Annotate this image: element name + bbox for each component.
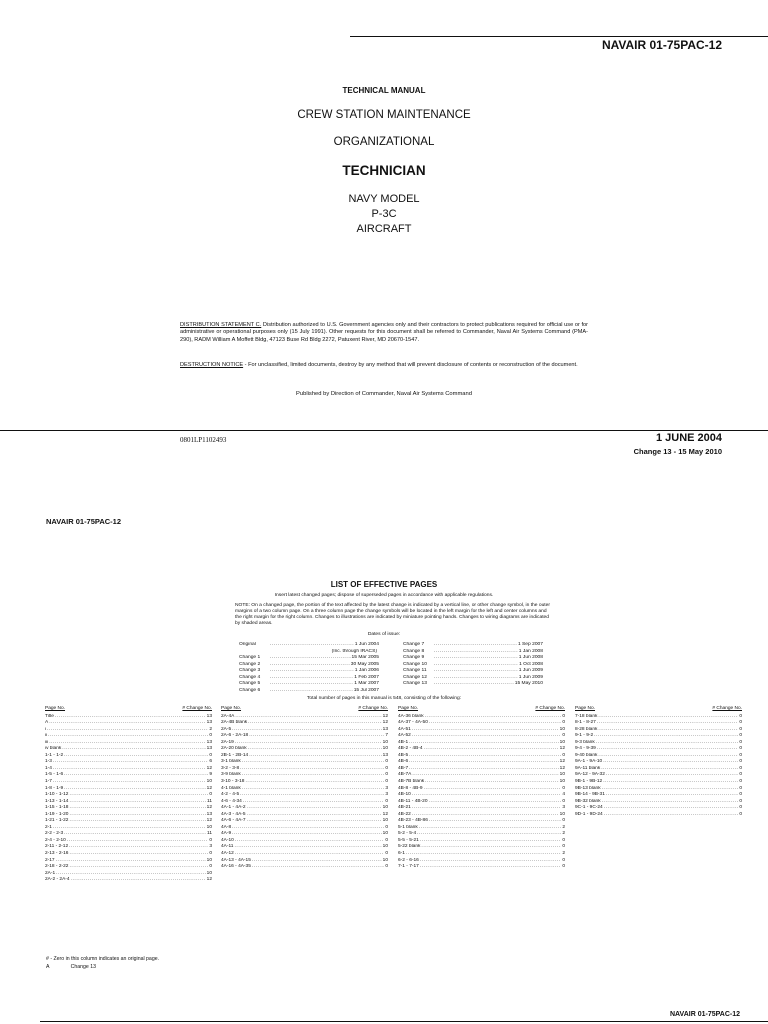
change-number: 0 (562, 713, 565, 719)
page-number: 4B-7A (398, 772, 412, 778)
change-number: 10 (559, 779, 565, 785)
page-number: 4B-10 (398, 792, 411, 798)
page-number: 4A-51 (398, 726, 411, 732)
change-number: 3 (385, 785, 388, 791)
page-number: 2A-20 blank (221, 746, 247, 752)
issue-label: Change 9 (403, 655, 425, 660)
page-no-header: Page No. (221, 706, 242, 711)
issue-value: 1 Jun 2008 (518, 655, 543, 660)
page-number: 9B-14 - 9B-31 (575, 792, 605, 798)
title-line-2: ORGANIZATIONAL (333, 136, 435, 148)
change-number: 10 (382, 844, 388, 850)
page-number: 7-1 - 7-17 (398, 864, 419, 870)
issue-value: 1 Jan 2008 (518, 648, 543, 654)
issue-label: Change 4 (239, 674, 261, 680)
change-number: 0 (562, 864, 565, 870)
dates-left-list (239, 642, 379, 694)
issue-label: Change 7 (403, 642, 425, 647)
page-number: 4A-52 (398, 733, 411, 739)
page-number: 4A-16 - 4A-35 (221, 864, 251, 870)
change-number: 3 (562, 805, 565, 811)
change-number: 0 (562, 857, 565, 863)
page-number: 3-9 blank (221, 772, 241, 778)
lep-row (45, 877, 212, 884)
page-number: 4B-6 (398, 759, 409, 765)
change-number: 0 (385, 759, 388, 765)
lep-column-3 (398, 706, 565, 871)
lep-column-header (398, 706, 565, 713)
change-number: 0 (739, 752, 742, 758)
page-number: 1-7 (45, 779, 52, 785)
page-number: 9B-1 - 9B-12 (575, 779, 603, 785)
change-number: 10 (559, 772, 565, 778)
page2-footer-doc-number: NAVAIR 01-75PAC-12 (669, 1011, 740, 1018)
page-number: 4A-37 - 4A-50 (398, 720, 428, 726)
page-number: 2-2 - 2-3 (45, 831, 64, 837)
change-number: 10 (206, 779, 212, 785)
page-number: 4A-13 - 4A-15 (221, 857, 251, 863)
technical-manual-label: TECHNICAL MANUAL (342, 86, 426, 95)
lep-row (221, 864, 388, 871)
distribution-text: Distribution authorized to U.S. Government agencies only and their contractors to protect publications required for official use or for administrative or operational purposes only (15 July 1991). Other requests for this document shall be referred to Commander, Naval Air Systems Command (PMA-290), RADM William A Moffett Bldg, 47123 Buse Rd Bldg 2272, Patuxent River, MD 20670-1547. (180, 322, 588, 343)
destruction-notice (180, 362, 588, 369)
issue-value: 1 Jan 2006 (354, 668, 379, 673)
leader-dots (434, 681, 514, 688)
page-number: 2-13 - 2-16 (45, 851, 69, 857)
change-number: 12 (206, 785, 212, 791)
leader-dots (604, 812, 739, 819)
title-line-1: CREW STATION MAINTENANCE (297, 109, 471, 121)
change-number: 0 (739, 798, 742, 804)
change-number: 0 (739, 746, 742, 752)
change-number: 0 (739, 805, 742, 811)
change-number: 2 (209, 726, 212, 732)
issue-value: 1 Jun 2009 (518, 674, 543, 680)
change-number: 10 (206, 824, 212, 830)
page-number: 4A-36 blank (398, 713, 424, 719)
page-number: iii (45, 739, 49, 745)
page-number: 4-6 - 4-34 (221, 798, 242, 804)
page-number: 2-18 - 2-22 (45, 864, 69, 870)
page-number: 4B-5 (398, 752, 409, 758)
page-no-header: Page No. (45, 706, 66, 711)
issue-value: 15 Mar 2005 (351, 655, 379, 660)
change-number: 0 (209, 864, 212, 870)
page-number: 4B-22 (398, 811, 411, 817)
page-number: A (45, 720, 49, 726)
change-number: 0 (562, 733, 565, 739)
change-number: 12 (206, 765, 212, 771)
change-number: 10 (559, 739, 565, 745)
change-number: 10 (559, 726, 565, 732)
page-number: 4A-10 (221, 837, 234, 843)
change-number: 12 (382, 713, 388, 719)
footnote-change (46, 964, 96, 970)
page-number: 5-2 - 5-4 (398, 831, 417, 837)
distribution-label: DISTRIBUTION STATEMENT C. (180, 322, 262, 328)
published-by: Published by Direction of Commander, Naval Air Systems Command (296, 391, 472, 397)
change-number: 12 (559, 759, 565, 765)
lep-column-header (575, 706, 742, 713)
change-number: 0 (209, 752, 212, 758)
change-number: 6 (209, 759, 212, 765)
change-number: 0 (739, 713, 742, 719)
page-number: 9A-11 blank (575, 765, 601, 771)
change-number: 9 (209, 772, 212, 778)
change-number: 10 (206, 857, 212, 863)
issue-value: 15 Jul 2007 (353, 687, 379, 693)
change-number: 12 (206, 877, 212, 883)
page-number: 1-5 - 1-6 (45, 772, 64, 778)
issue-label: Change 8 (403, 648, 425, 654)
change-number: 12 (382, 811, 388, 817)
issue-value: 1 Mar 2007 (354, 681, 379, 686)
change-number: 0 (562, 844, 565, 850)
issue-value: 30 May 2005 (350, 661, 379, 667)
page-number: 4A-3 - 4A-5 (221, 811, 246, 817)
change-number: 4 (562, 792, 565, 798)
change-number: 10 (206, 870, 212, 876)
page1-footer-rule (0, 430, 768, 431)
change-number: 0 (562, 798, 565, 804)
change-number: 0 (562, 818, 565, 824)
change-no-header: # Change No. (182, 706, 212, 711)
page-number: 6-2 - 6-16 (398, 857, 419, 863)
change-number: 0 (385, 824, 388, 830)
change-number: 12 (559, 746, 565, 752)
page-number: ii (45, 733, 48, 739)
page-number: 1-8 - 1-9 (45, 785, 64, 791)
page-number: 4A-11 (221, 844, 234, 850)
page-number: 1-15 - 1-18 (45, 805, 69, 811)
page-number: 1-10 - 1-12 (45, 792, 69, 798)
page-number: 4B-1 (398, 739, 409, 745)
change-number: 10 (559, 811, 565, 817)
page-number: 4A-12 (221, 851, 234, 857)
issue-label: Change 2 (239, 661, 261, 667)
change-number: 2 (562, 851, 565, 857)
document-code: 0801LP1102493 (180, 436, 227, 444)
change-number: 2 (562, 824, 565, 830)
page-number: 5-1 blank (398, 824, 418, 830)
page-number: 4-1 blank (221, 785, 241, 791)
issue-date-row (403, 681, 543, 688)
issue-value: 1 Jun 2004 (354, 642, 379, 647)
page-number: 4B-7B blank (398, 779, 425, 785)
change-number: 10 (382, 831, 388, 837)
lep-column-header (221, 706, 388, 713)
leader-dots (420, 864, 562, 871)
total-pages-note: Total number of pages in this manual is 548, consisting of the following: (306, 696, 462, 701)
issue-label: Change 1 (239, 655, 261, 660)
page-number: Title (45, 713, 54, 719)
issue-value: 1 Jun 2009 (518, 668, 543, 673)
change-number: 0 (739, 772, 742, 778)
page-number: 2A-4A (221, 713, 235, 719)
lep-column-header (45, 706, 212, 713)
distribution-statement (180, 322, 588, 344)
page-number: 5-5 - 5-21 (398, 837, 419, 843)
destruction-text: - For unclassified, limited documents, destroy by any method that will prevent disclosure of contents or reconstruction of the document. (244, 362, 578, 368)
page-number: i (45, 726, 47, 732)
change-number: 0 (562, 720, 565, 726)
page-number: 1-3 (45, 759, 52, 765)
page-number: 5-22 blank (398, 844, 421, 850)
leader-dots (252, 864, 384, 871)
page-number: 2A-5 (221, 726, 232, 732)
issue-label: Change 13 (403, 681, 427, 686)
lep-row (575, 812, 742, 819)
change-number: 12 (559, 765, 565, 771)
leader-dots (71, 877, 206, 884)
issue-label: Change 6 (239, 687, 261, 693)
page-number: 3-10 - 3-18 (221, 779, 245, 785)
change-number: 3 (209, 844, 212, 850)
issue-label: Change 11 (403, 668, 427, 673)
page-number: 4B-8 - 4B-9 (398, 785, 423, 791)
page-no-header: Page No. (575, 706, 596, 711)
change-number: 13 (206, 739, 212, 745)
change-number: 13 (206, 713, 212, 719)
page-number: 9-3 blank (575, 739, 595, 745)
page-number: 9B-32 blank (575, 798, 601, 804)
change-number: 0 (385, 851, 388, 857)
change-number: 13 (206, 720, 212, 726)
page-number: 2A-4B blank (221, 720, 248, 726)
change-number: 10 (382, 818, 388, 824)
issue-date-note: (Inc. through IRACS) (331, 648, 377, 654)
title-line-4: NAVY MODEL (348, 193, 420, 205)
change-number: 7 (385, 733, 388, 739)
page-number: 2-17 (45, 857, 55, 863)
issue-value: 1 Feb 2007 (354, 674, 379, 680)
issue-date-row (239, 688, 379, 695)
change-number: 0 (562, 752, 565, 758)
issue-date: 1 JUNE 2004 (655, 432, 722, 444)
page-number: 9-1 - 9-2 (575, 733, 594, 739)
change-number: 0 (739, 733, 742, 739)
page-number: 8-1 - 8-27 (575, 720, 596, 726)
change-number: 10 (382, 857, 388, 863)
change-number: 0 (385, 779, 388, 785)
change-number: 11 (207, 831, 212, 837)
lep-note: NOTE: On a changed page, the portion of the text affected by the latest change is indicated by a vertical line, or other change symbol, in the outer margins of a two column page. On a three column page the change symbols will be located in the left margin for the left and center columns and the right margin for the right column. Changes to illustrations are indicated by miniature pointing hands. Changes to wiring diagrams are indicated by shaded areas. (235, 603, 551, 626)
page-number: 9A-1 - 9A-10 (575, 759, 603, 765)
page-number: 2B-1 - 2B-14 (221, 752, 249, 758)
page-number: 2A-2 - 2A-4 (45, 877, 70, 883)
lep-column-2 (221, 706, 388, 871)
change-number: 0 (385, 798, 388, 804)
page-number: 2A-19 (221, 739, 234, 745)
page-number: 4-2 - 4-5 (221, 792, 240, 798)
change-number: 0 (209, 837, 212, 843)
change-number: 13 (206, 811, 212, 817)
page2-footer-rule (40, 1021, 768, 1022)
change-number: 0 (739, 811, 742, 817)
change-number: 0 (209, 733, 212, 739)
issue-value: 1 Oct 2008 (519, 661, 543, 667)
footnote-change-text: Change 13 (70, 964, 97, 970)
leader-dots (270, 688, 353, 695)
change-number: 11 (207, 798, 212, 804)
page-number: 9B-13 blank (575, 785, 601, 791)
change-number: 10 (382, 805, 388, 811)
page2-doc-number: NAVAIR 01-75PAC-12 (46, 517, 122, 526)
page-number: 4A-8 (221, 824, 232, 830)
doc-number: NAVAIR 01-75PAC-12 (601, 38, 722, 52)
change-number: 0 (739, 759, 742, 765)
change-number: 0 (739, 779, 742, 785)
page-number: 3-2 - 3-8 (221, 765, 240, 771)
page-number: 1-21 - 1-22 (45, 818, 69, 824)
title-line-5: P-3C (371, 208, 397, 220)
issue-label: Change 10 (403, 661, 427, 667)
page-number: 4B-2 - 4B-4 (398, 746, 423, 752)
page-number: 2-1 (45, 824, 52, 830)
page-number: 2-4 - 2-10 (45, 837, 66, 843)
page-no-header: Page No. (398, 706, 419, 711)
dates-right-list (403, 642, 543, 688)
page-number: 1-1 - 1-2 (45, 752, 64, 758)
page-number: 9C-1 - 9C-24 (575, 805, 603, 811)
change-number: 3 (385, 792, 388, 798)
page-number: 4B-21 (398, 805, 411, 811)
change-number: 0 (209, 851, 212, 857)
lep-column-4 (575, 706, 742, 818)
dates-of-issue-title: Dates of issue: (367, 632, 401, 637)
change-number: 0 (385, 772, 388, 778)
issue-value: 1 Sep 2007 (517, 642, 543, 647)
page-number: 1-19 - 1-20 (45, 811, 69, 817)
change-number: 0 (739, 785, 742, 791)
page-number: 4B-7 (398, 765, 409, 771)
page-number: 4A-6 - 4A-7 (221, 818, 246, 824)
page-number: 3-1 blank (221, 759, 241, 765)
change-no-header: # Change No. (535, 706, 565, 711)
page-number: iv blank (45, 746, 62, 752)
title-line-3: TECHNICIAN (342, 163, 426, 178)
change-date: Change 13 - 15 May 2010 (633, 447, 722, 456)
page-number: 9-40 blank (575, 752, 598, 758)
change-number: 12 (206, 805, 212, 811)
change-number: 13 (382, 726, 388, 732)
change-number: 10 (382, 739, 388, 745)
change-number: 13 (382, 752, 388, 758)
change-number: 0 (739, 726, 742, 732)
page-number: 1-4 (45, 765, 52, 771)
issue-label: Original (239, 642, 256, 647)
page-number: 2-11 - 2-12 (45, 844, 69, 850)
lep-instruction: Insert latest changed pages; dispose of superseded pages in accordance with applicable regulations. (274, 593, 494, 598)
change-number: 2 (562, 831, 565, 837)
page-number: 4B-11 - 4B-20 (398, 798, 428, 804)
lep-row (398, 864, 565, 871)
page-number: 9D-1 - 9D-24 (575, 811, 603, 817)
change-no-header: # Change No. (358, 706, 388, 711)
change-number: 10 (382, 746, 388, 752)
page-number: 4B-23 - 4B-86 (398, 818, 428, 824)
page-number: 9A-12 - 9A-32 (575, 772, 605, 778)
lep-column-1 (45, 706, 212, 884)
page-number: 4A-1 - 4A-2 (221, 805, 246, 811)
issue-label: Change 12 (403, 674, 427, 680)
change-number: 13 (206, 746, 212, 752)
change-number: 0 (739, 720, 742, 726)
change-number: 0 (562, 837, 565, 843)
change-number: 0 (209, 792, 212, 798)
page-number: 8-28 blank (575, 726, 598, 732)
change-number: 12 (206, 818, 212, 824)
page-number: 9-4 - 9-39 (575, 746, 596, 752)
page-number: 7-18 blank (575, 713, 598, 719)
change-number: 0 (385, 837, 388, 843)
destruction-label: DESTRUCTION NOTICE (180, 362, 244, 368)
page-number: 2A-1 (45, 870, 56, 876)
page-number: 1-13 - 1-14 (45, 798, 69, 804)
page-number: 2A-6 - 2A-18 (221, 733, 249, 739)
issue-label: Change 3 (239, 668, 261, 673)
footnote-change-letter: A (46, 964, 50, 970)
change-number: 0 (562, 785, 565, 791)
header-rule (350, 36, 768, 37)
issue-label: Change 5 (239, 681, 261, 686)
title-line-6: AIRCRAFT (356, 223, 412, 235)
change-number: 0 (739, 792, 742, 798)
footnote-zero: # - Zero in this column indicates an original page. (46, 956, 160, 962)
page-number: 4A-9 (221, 831, 232, 837)
change-number: 12 (382, 720, 388, 726)
page-number: 6-1 (398, 851, 405, 857)
issue-value: 15 May 2010 (514, 681, 543, 686)
change-number: 0 (739, 765, 742, 771)
change-no-header: # Change No. (712, 706, 742, 711)
lep-title: LIST OF EFFECTIVE PAGES (330, 580, 438, 589)
change-number: 0 (385, 765, 388, 771)
change-number: 0 (739, 739, 742, 745)
change-number: 0 (385, 864, 388, 870)
